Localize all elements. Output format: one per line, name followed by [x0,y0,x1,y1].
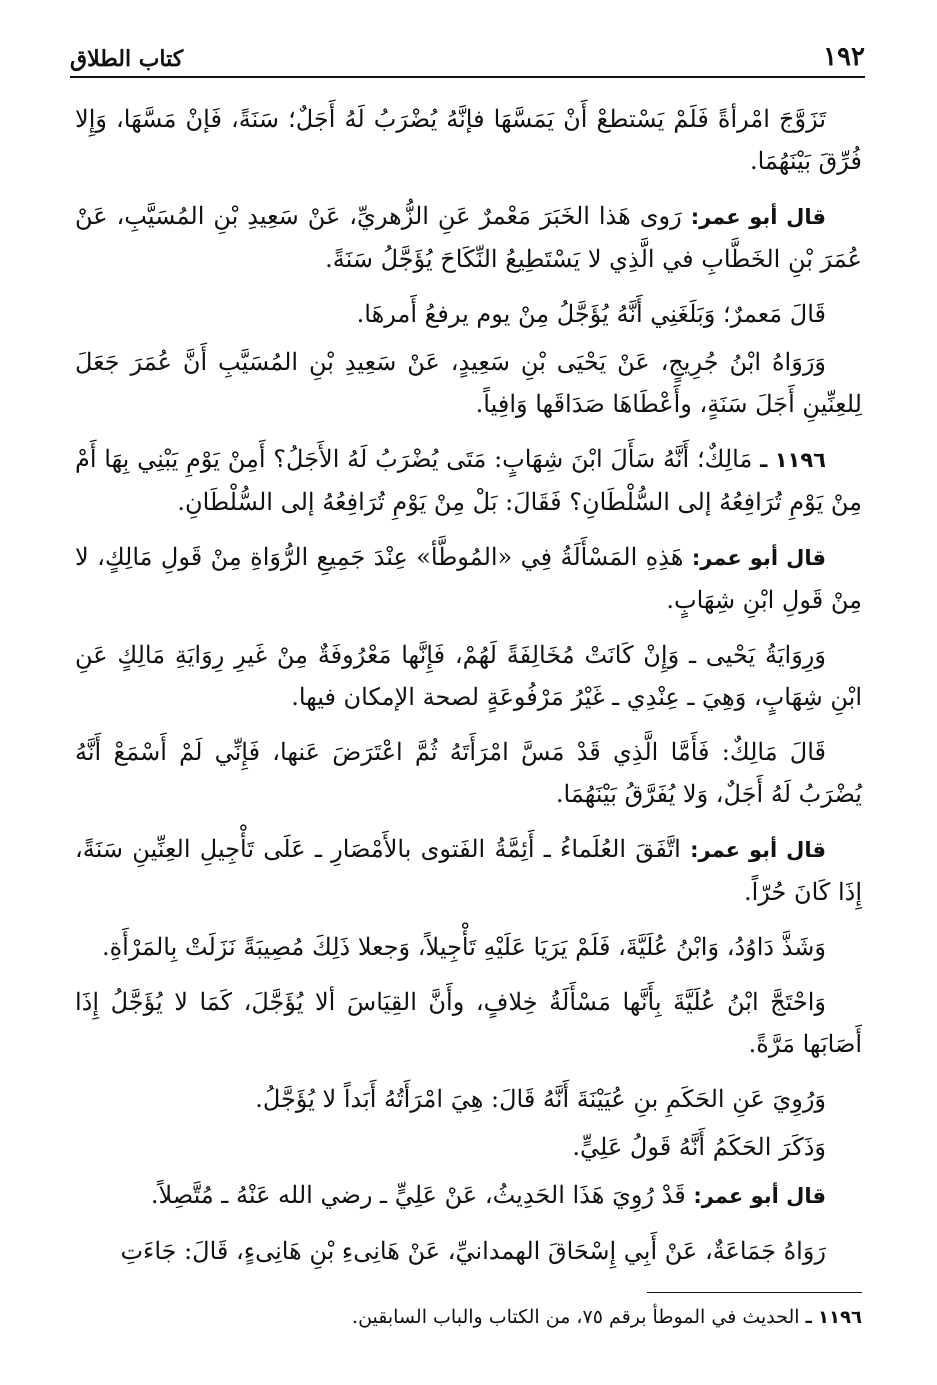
running-header [70,30,865,78]
paragraph [75,438,862,523]
footnote [75,1300,862,1335]
footnote-text: الحديث في الموطأ برقم ٧٥، من الكتاب والباب السابقين. [352,1306,800,1328]
paragraph-text: اتَّفَقَ العُلَماءُ ـ أَئِمَّةُ الفَتوى بالأَمْصَارِ ـ عَلَى تَأْجِيلِ العِنِّينِ سَنَةً، إِذَا كَانَ حُرّاً. [75,835,862,906]
paragraph-text: قَالَ مَالِكٌ: فَأَمَّا الَّذِي قَدْ مَسَّ امْرَأَتَهُ ثُمَّ اعْتَرَضَ عَنها، فَإِنِّي لَمْ أَسْمَعْ أَنَّهُ يُضْرَبُ لَهُ أَجَلٌ، وَلا يُفَرَّقُ بَيْنَهُمَا. [75,738,862,808]
paragraph [75,1078,862,1120]
paragraph-text: رَوَاهُ جَمَاعَةٌ، عَنْ أَبِي إِسْحَاقَ الهمدانيِّ، عَنْ هَانِىءِ بْنِ هَانِىءٍ، قَالَ: جَاءَتِ [120,1237,826,1265]
paragraph [75,1174,862,1217]
paragraph-text: وَرُوِيَ عَنِ الحَكَمِ بنِ عُيَيْنَةَ أَنَّهُ قَالَ: هِيَ امْرَأَتُهُ أَبَداً لا يُؤَجَّلُ. [255,1085,826,1113]
paragraph [75,634,862,718]
paragraph-text: تَزَوَّجَ امْرأةً فَلَمْ يَسْتطعْ أَنْ يَمَسَّهَا فإنَّهُ يُضْرَبُ لَهُ أَجَلٌ؛ سَنَةً، فَإنْ مَسَّهَا، وَإِلا فُرِّقَ بَيْنَهُمَا. [75,105,862,175]
paragraph-text: قَالَ مَعمرٌ؛ وَبَلَغَنِي أَنَّهُ يُؤَجَّلُ مِنْ يوم يرفعُ أَمرهَا. [356,300,826,328]
speaker-label: قال أبو عمر: [693,1184,826,1208]
main-text [75,98,862,1285]
paragraph-text: وَاحْتَجَّ ابْنُ عُلَيَّةَ بِأَنَّها مَسْأَلَةُ خِلافٍ، وأَنَّ القِيَاسَ ألا يُؤَجَّلَ، كَمَا لا يُؤَجَّلُ إِذَا أَصَابَها مَرَّةً. [75,988,862,1058]
paragraph [75,341,862,425]
paragraph [75,731,862,815]
speaker-label: قال أبو عمر: [690,205,826,229]
paragraph [75,98,862,182]
paragraph-text: رَوى هَذا الخَبَرَ مَعْمرٌ عَنِ الزُّهريِّ، عَنْ سَعِيدِ بْنِ المُسَيَّبِ، عَنْ عُمَرَ بْنِ الخَطَّابِ في الَّذِي لا يَسْتَطِيعُ النِّكَاحَ يُؤَجَّلُ سَنَةً. [75,202,862,273]
paragraph-text: وَرَوَاهُ ابْنُ جُرِيجٍ، عَنْ يَحْيَى بْنِ سَعِيدٍ، عَنْ سَعِيدِ بْنِ المُسَيَّبِ أَنَّ عُمَرَ جَعَلَ لِلعِنِّينِ أَجَلَ سَنَةٍ، وأَعْطَاهَا صَدَاقَها وَافِياً. [75,348,862,418]
paragraph-text: هَذِهِ المَسْأَلَةُ فِي «المُوطَّأ» عِنْدَ جَمِيعِ الرُّوَاةِ مِنْ قَولِ مَالِكٍ، لا مِنْ قَولِ ابْنِ شِهَابٍ. [75,543,862,614]
speaker-label: قال أبو عمر: [690,838,826,862]
speaker-label: قال أبو عمر: [691,546,826,570]
hadith-number: ١١٩٦ ـ [760,448,826,472]
paragraph [75,536,862,621]
footnote-separator [647,1292,862,1293]
paragraph [75,828,862,913]
paragraph [75,926,862,968]
paragraph-text: قَدْ رُوِيَ هَذَا الحَدِيثُ، عَنْ عَلِيٍّ ـ رضي الله عَنْهُ ـ مُتَّصِلاً. [150,1181,686,1209]
paragraph-text: وَذَكَرَ الحَكَمُ أَنَّهُ قَولُ عَلِيٍّ. [572,1133,826,1161]
footnote-number: ١١٩٦ ـ [805,1307,862,1328]
paragraph [75,195,862,280]
book-title: كتاب الطلاق [70,46,184,72]
paragraph [75,981,862,1065]
paragraph-text: وَرِوَايَةُ يَحْيى ـ وَإِنْ كَانَتْ مُخَالِفَةً لَهُمْ، فَإِنَّها مَعْرُوفَةٌ مِنْ غَيرِ رِوَايَةِ مَالِكٍ عَنِ ابْنِ شِهَابٍ، وَهِيَ ـ عِنْدِي ـ غَيْرُ مَرْفُوعَةٍ لصحة الإمكان فيها. [75,641,862,711]
paragraph-text: وَشَذَّ دَاوُدُ، وَابْنُ عُلَيَّةَ، فَلَمْ يَرَيَا عَلَيْهِ تَأْجِيلاً، وَجعلا ذَلِكَ مُصِيبَةً نَزَلَتْ بِالمَرْأَةِ. [101,933,826,961]
paragraph [75,293,862,335]
page-number: ١٩٢ [823,42,865,72]
paragraph-text: مَالِكٌ؛ أَنَّهُ سَأَلَ ابْنَ شِهَابٍ: مَتَى يُضْرَبُ لَهُ الأَجَلُ؟ أَمِنْ يَوْمِ يَبْنِي بِهَا أَمْ مِنْ يَوْمِ تُرَافِعُهُ إلى السُّلْطَانِ؟ فَقَالَ: بَلْ مِنْ يَوْمِ تُرَافِعُهُ إلى السُّلْطَانِ. [75,445,862,516]
paragraph [75,1126,862,1168]
paragraph [75,1230,862,1272]
